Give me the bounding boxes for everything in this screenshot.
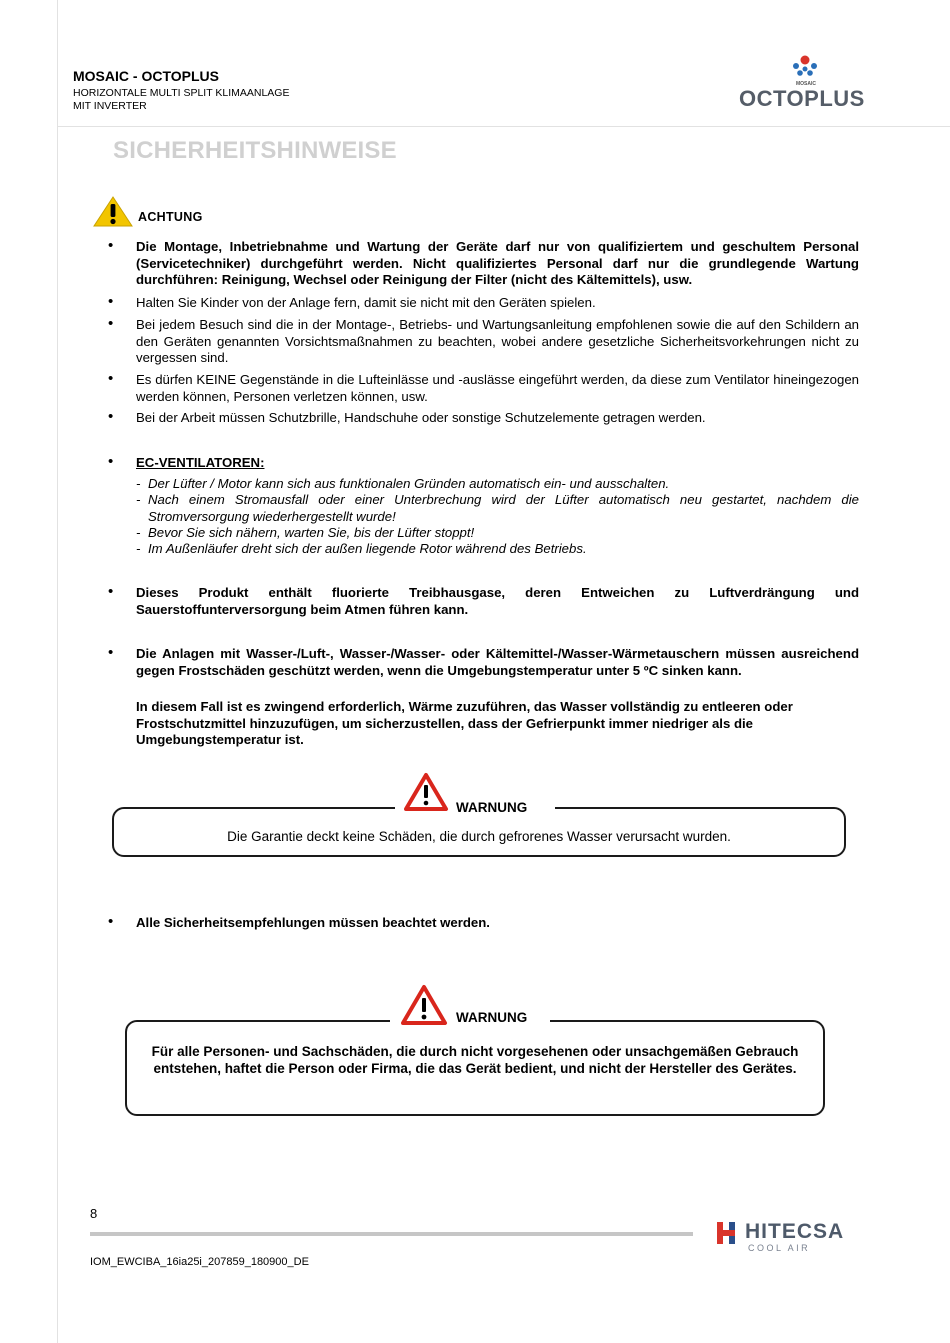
hitecsa-logo-icon [715,1218,741,1248]
bullet-ec-dot: • [108,453,114,470]
hitecsa-subbrand: COOL AIR [748,1243,811,1253]
ec-item-1-text: Der Lüfter / Motor kann sich aus funktionalen Gründen automatisch ein- und ausschalten. [148,476,670,491]
page-number: 8 [90,1206,98,1221]
header-subtitle-line1: HORIZONTALE MULTI SPLIT KLIMAANLAGE [73,87,290,99]
footer-bar [90,1232,693,1236]
achtung-label: ACHTUNG [138,210,203,224]
bullet-frost-dot: • [108,644,114,661]
warning-1-label: WARNUNG [456,800,528,815]
warning-triangle-icon [92,195,134,228]
ec-item-2-text: Nach einem Stromausfall oder einer Unterbrechung wird der Lüfter automatisch neu gestartet, nachdem die Stromversorgung wiederhergestellt wurde! [148,492,859,524]
warning-triangle-red-icon [403,772,449,812]
logo-mosaic-text: MOSAIC [796,81,816,87]
document-code: IOM_EWCIBA_16ia25i_207859_180900_DE [90,1256,309,1268]
bullet-all-text: Alle Sicherheitsempfehlungen müssen beachtet werden. [136,915,490,930]
ec-item-3-text: Bevor Sie sich nähern, warten Sie, bis der Lüfter stoppt! [148,525,475,540]
header-title: MOSAIC - OCTOPLUS [73,68,219,84]
bullet-frost-text: Die Anlagen mit Wasser-/Luft-, Wasser-/Wasser- oder Kältemittel-/Wasser-Wärmetauschern müssen ausreichend gegen Frostschäden geschützt werden, wenn die Umgebungstemperatur unter 5 ºC sinken kann. [136,646,859,678]
bullet-2-dot: • [108,293,114,310]
warning-triangle-red-icon-2 [399,984,449,1026]
bullet-2-text: Halten Sie Kinder von der Anlage fern, damit sie nicht mit den Geräten spielen. [136,295,596,310]
octoplus-logo-icon [788,53,822,83]
warning-2-text: Für alle Personen- und Sachschäden, die durch nicht vorgesehenen oder unsachgemäßen Gebrauch entstehen, haftet die Person oder Firma, die das Gerät bedient, und nicht der Hersteller des Gerätes. [151,1044,799,1076]
ec-item-2: - Nach einem Stromausfall oder einer Unterbrechung wird der Lüfter automatisch neu gestartet, nachdem die Stromversorgung wiederhergestellt wurde! [136,492,859,524]
bullet-all-dot: • [108,913,114,930]
bullet-frost-text-2: In diesem Fall ist es zwingend erforderlich, Wärme zuzuführen, das Wasser vollständig zu entleeren oder Frostschutzmittel hinzuzufügen, um sicherzustellen, dass der Gefrierpunkt immer niedriger als die Umgebungstemperatur ist. [136,699,793,747]
bullet-1-dot: • [108,237,114,254]
ec-item-4-text: Im Außenläufer dreht sich der außen liegende Rotor während des Betriebs. [148,541,587,556]
left-margin-line [57,0,58,1343]
ec-item-1: - Der Lüfter / Motor kann sich aus funktionalen Gründen automatisch ein- und ausschalten. [136,476,859,493]
section-title: SICHERHEITSHINWEISE [113,137,397,164]
warning-1-text: Die Garantie deckt keine Schäden, die durch gefrorenes Wasser verursacht wurden. [227,829,731,844]
bullet-gas-dot: • [108,583,114,600]
bullet-3-text: Bei jedem Besuch sind die in der Montage-, Betriebs- und Wartungsanleitung empfohlenen sowie die auf den Schildern an den Geräten genannten Vorsichtsmaßnahmen zu beachten, wobei andere gesetzliche Sicherheitsvorkehrungen nicht zu vergessen sind. [136,317,859,365]
warning-2-label: WARNUNG [456,1010,528,1025]
ec-title: EC-VENTILATOREN: [136,455,265,470]
bullet-3-dot: • [108,315,114,332]
bullet-1-text: Die Montage, Inbetriebnahme und Wartung der Geräte darf nur von qualifiziertem und geschultem Personal (Servicetechniker) durchgeführt werden. Nicht qualifiziertes Personal darf nur die grundlegende Wartung durchführen: Reinigung, Wechsel oder Reinigung der Filter (nicht des Kältemittels), usw. [136,239,859,287]
bullet-5-text: Bei der Arbeit müssen Schutzbrille, Handschuhe oder sonstige Schutzelemente getragen werden. [136,410,706,425]
bullet-4-dot: • [108,370,114,387]
bullet-4-text: Es dürfen KEINE Gegenstände in die Lufteinlässe und -auslässe eingeführt werden, da diese zum Ventilator hineingezogen werden können, Personen verletzen können, usw. [136,372,859,404]
ec-item-4: - Im Außenläufer dreht sich der außen liegende Rotor während des Betriebs. [136,541,859,558]
bullet-gas-text: Dieses Produkt enthält fluorierte Treibhausgase, deren Entweichen zu Luftverdrängung und Sauerstoffunterversorgung beim Atmen führen kann. [136,585,859,617]
bullet-5-dot: • [108,408,114,425]
logo-octoplus-text: OCTOPLUS [739,86,865,111]
ec-item-3: - Bevor Sie sich nähern, warten Sie, bis der Lüfter stoppt! [136,525,859,542]
hitecsa-brand: HITECSA [745,1220,845,1243]
header-subtitle-line2: MIT INVERTER [73,100,147,112]
header-divider [57,126,950,127]
